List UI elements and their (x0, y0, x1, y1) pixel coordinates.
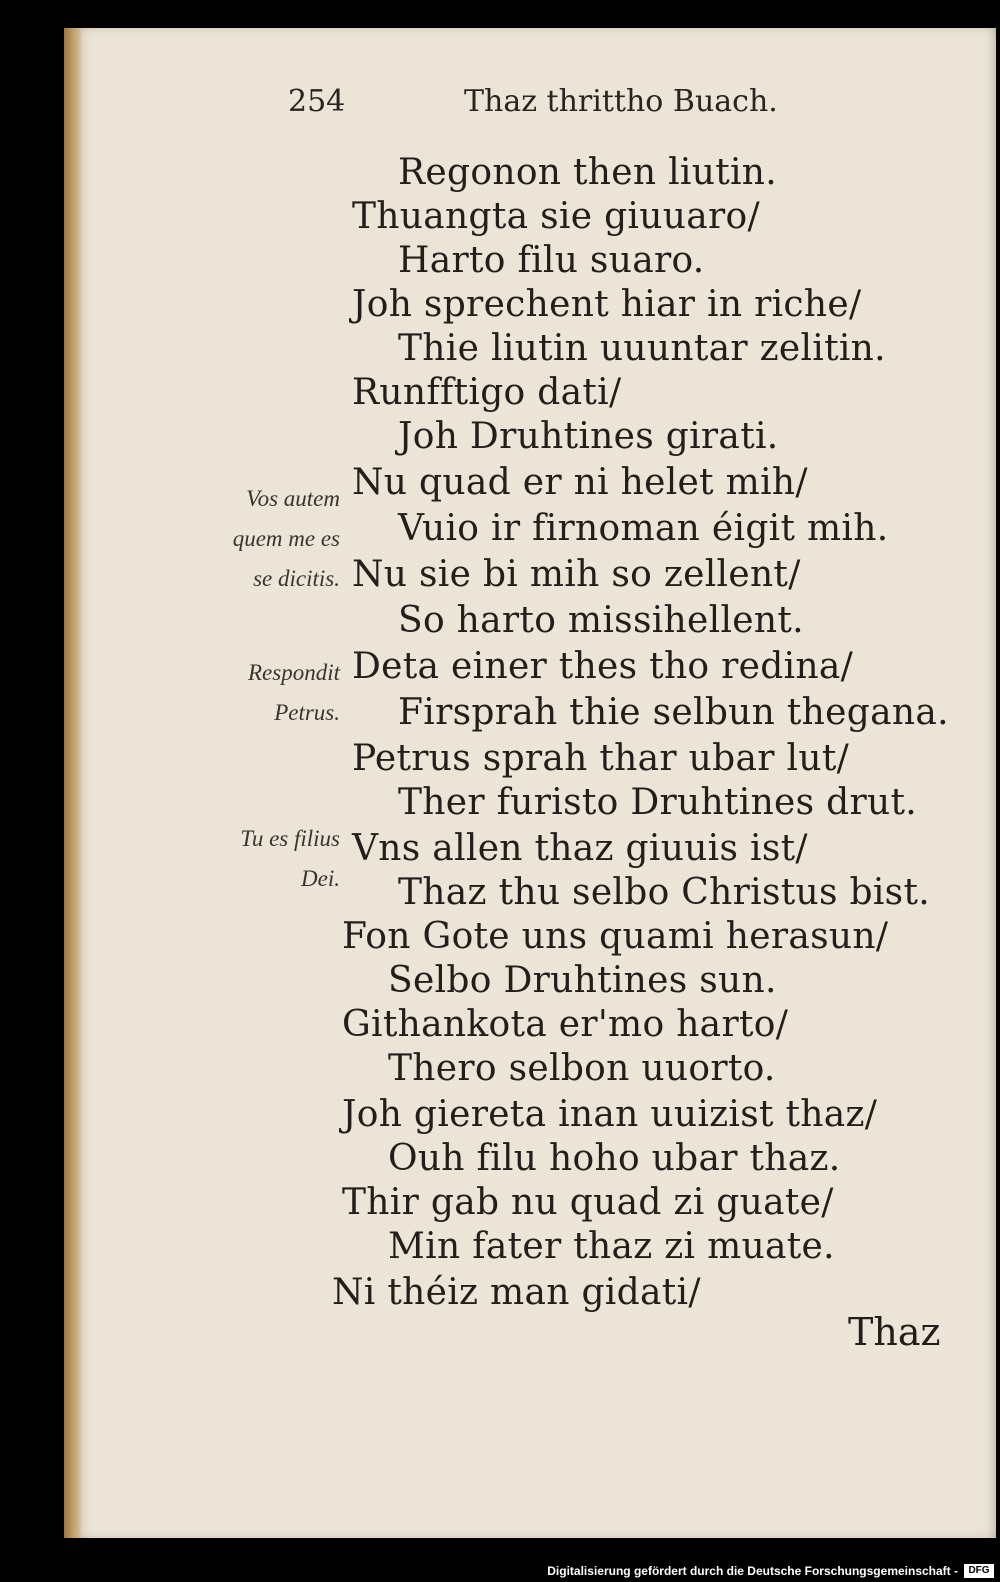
footer-credit: Digitalisierung gefördert durch die Deutsche Forschungsgemeinschaft - (547, 1564, 958, 1578)
verse-line: Firsprah thie selbun thegana. (398, 692, 949, 733)
verse-line: Vns allen thaz giuuis ist/ (352, 828, 808, 869)
verse-line: Joh sprechent hiar in riche/ (352, 284, 862, 325)
margin-note: Petrus. (274, 700, 340, 725)
verse-line: Thero selbon uuorto. (388, 1048, 776, 1089)
verse-line: Ouh filu hoho ubar thaz. (388, 1138, 841, 1179)
page-number: 254 (288, 84, 346, 119)
verse-line: Joh giereta inan uuizist thaz/ (342, 1094, 878, 1135)
verse-line: Thir gab nu quad zi guate/ (342, 1182, 834, 1223)
verse-line: Nu sie bi mih so zellent/ (352, 554, 801, 595)
margin-note: Tu es filius (240, 826, 340, 851)
running-head: Thaz thrittho Buach. (464, 84, 778, 119)
verse-line: Vuio ir firnoman éigit mih. (398, 508, 889, 549)
catchword: Thaz (848, 1310, 941, 1354)
verse-line: Fon Gote uns quami herasun/ (342, 916, 889, 957)
footer-bar (0, 1560, 1000, 1582)
margin-note: Respondit (248, 660, 340, 685)
verse-line: Min fater thaz zi muate. (388, 1226, 835, 1267)
page-gutter (64, 28, 82, 1538)
verse-line: Githankota er'mo harto/ (342, 1004, 789, 1045)
margin-note: Vos autem (246, 486, 340, 511)
dfg-logo: DFG (964, 1564, 994, 1578)
verse-line: Thaz thu selbo Christus bist. (398, 872, 930, 913)
margin-note: se dicitis. (253, 566, 340, 591)
margin-note: Dei. (301, 866, 340, 891)
verse-line: Runfftigo dati/ (352, 372, 622, 413)
verse-line: Ther furisto Druhtines drut. (398, 782, 918, 823)
verse-line: Joh Druhtines girati. (398, 416, 779, 457)
verse-line: Nu quad er ni helet mih/ (352, 462, 808, 503)
verse-line: Regonon then liutin. (398, 152, 778, 193)
margin-note: quem me es (232, 526, 340, 551)
verse-line: Thie liutin uuuntar zelitin. (398, 328, 886, 369)
verse-line: Deta einer thes tho redina/ (352, 646, 854, 687)
running-header (288, 84, 848, 124)
verse-line: Harto filu suaro. (398, 240, 705, 281)
verse-line: Thuangta sie giuuaro/ (352, 196, 760, 237)
verse-line: Selbo Druhtines sun. (388, 960, 777, 1001)
verse-line: Ni théiz man gidati/ (332, 1272, 701, 1313)
verse-line: So harto missihellent. (398, 600, 804, 641)
verse-line: Petrus sprah thar ubar lut/ (352, 738, 850, 779)
